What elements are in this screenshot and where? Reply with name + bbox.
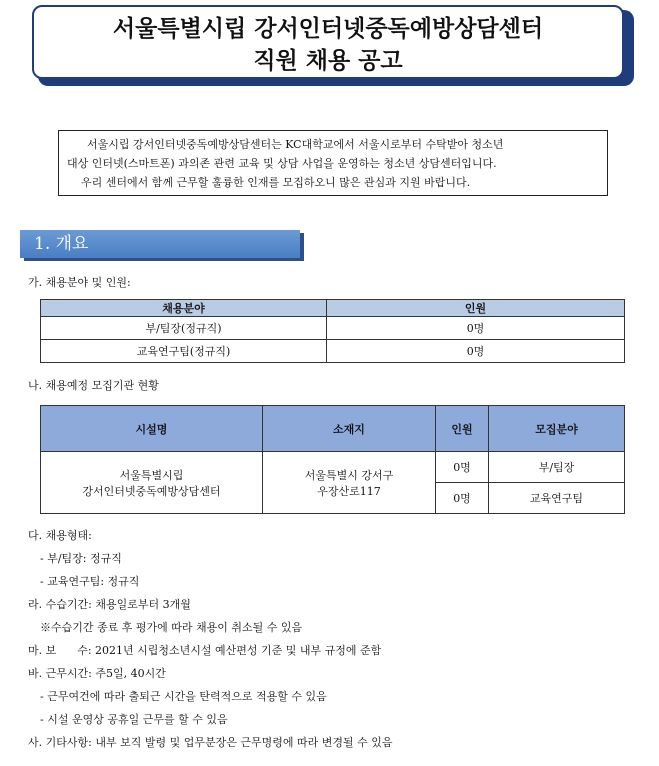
column-header: 소재지 [263, 406, 436, 452]
table-row [41, 452, 625, 483]
salary-line: 마. 보 수: 2021년 시립청소년시설 예산편성 기준 및 내부 규정에 준함 [28, 644, 382, 657]
table-header-row [41, 300, 625, 317]
other-notes-line: 사. 기타사항: 내부 보직 발령 및 업무분장은 근무명령에 따라 변경될 수 있음 [28, 736, 393, 749]
part-na-heading: 나. 채용예정 모집기관 현황 [28, 379, 159, 392]
page-subtitle: 직원 채용 공고 [253, 48, 403, 74]
intro-line-2: 대상 인터넷(스마트폰) 과의존 관련 교육 및 상담 사업을 운영하는 청소년 상담센터입니다. [67, 157, 497, 170]
table-cell: 교육연구팀(정규직) [41, 340, 327, 363]
employment-type-item: - 부/팀장: 정규직 [40, 552, 122, 565]
table-cell: 부/팀장(정규직) [41, 317, 327, 340]
facility-name-line-1: 서울특별시립 [119, 468, 184, 482]
location-line-2: 우장산로117 [317, 484, 381, 498]
intro-line-1: 서울시립 강서인터넷중독예방상담센터는 KC대학교에서 서울시로부터 수탁받아 청소년 [87, 138, 504, 151]
probation-line: 라. 수습기간: 채용일로부터 3개월 [28, 598, 191, 611]
title-box [32, 5, 624, 79]
table-row [41, 317, 625, 340]
facility-name-line-2: 강서인터넷중독예방상담센터 [82, 484, 221, 498]
column-header: 인원 [436, 406, 489, 452]
facility-table [40, 405, 625, 514]
employment-type-heading: 다. 채용형태: [28, 529, 92, 542]
page-title: 서울특별시립 강서인터넷중독예방상담센터 [112, 16, 544, 42]
table-header-row [41, 406, 625, 452]
employment-type-item: - 교육연구팀: 정규직 [40, 575, 140, 588]
table-cell: 0명 [436, 452, 489, 483]
table-cell: 0명 [327, 340, 625, 363]
probation-note: ※수습기간 종료 후 평가에 따라 채용이 취소될 수 있음 [40, 621, 303, 634]
column-header: 시설명 [41, 406, 263, 452]
recruitment-table [40, 299, 625, 363]
table-cell: 0명 [327, 317, 625, 340]
part-ga-heading: 가. 채용분야 및 인원: [28, 276, 131, 289]
work-hours-line: 바. 근무시간: 주5일, 40시간 [28, 667, 166, 680]
column-header: 인원 [327, 300, 625, 317]
column-header: 모집분야 [489, 406, 625, 452]
table-cell: 교육연구팀 [489, 483, 625, 514]
intro-box [58, 130, 608, 196]
facility-name-cell [41, 452, 263, 514]
table-row [41, 340, 625, 363]
work-hours-item: - 시설 운영상 공휴일 근무를 할 수 있음 [40, 713, 228, 726]
intro-line-3: 우리 센터에서 함께 근무할 훌륭한 인재를 모집하오니 많은 관심과 지원 바랍니다. [81, 176, 471, 189]
table-cell: 부/팀장 [489, 452, 625, 483]
work-hours-item: - 근무여건에 따라 출퇴근 시간을 탄력적으로 적용할 수 있음 [40, 690, 327, 703]
table-cell: 0명 [436, 483, 489, 514]
section-heading: 1. 개요 [20, 230, 300, 258]
column-header: 채용분야 [41, 300, 327, 317]
location-cell [263, 452, 436, 514]
location-line-1: 서울특별시 강서구 [304, 468, 394, 482]
